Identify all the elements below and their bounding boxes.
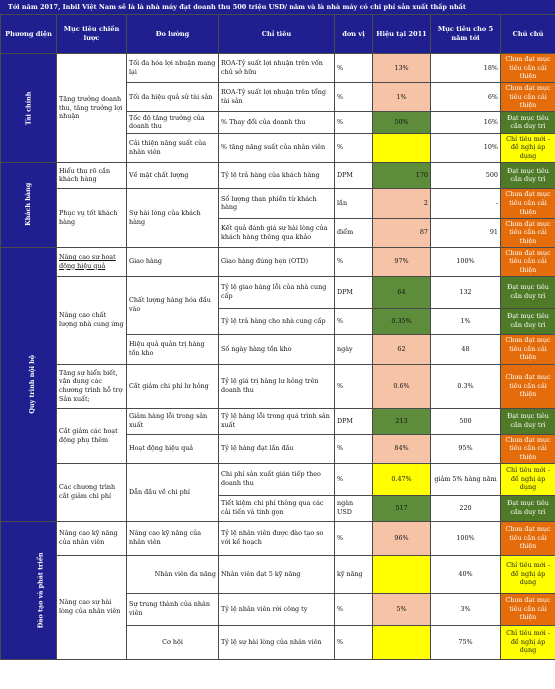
table-row — [1, 364, 555, 408]
table-row — [1, 463, 555, 495]
objective-cell: Nâng cao chất lượng nhà cung ứng — [57, 276, 127, 364]
current-cell: 0.35% — [373, 308, 431, 334]
status-cell: Đạt mục tiêu cần duy trì — [501, 495, 555, 521]
current-cell: 97% — [373, 247, 431, 276]
target-cell: Tỷ lệ trả hàng cho nhà cung cấp — [219, 308, 335, 334]
target-cell: Tỷ lệ nhân viên rời công ty — [219, 593, 335, 625]
unit-cell: % — [335, 625, 373, 659]
status-cell: Chưa đạt mục tiêu cần cải thiện — [501, 218, 555, 247]
header-row — [1, 15, 555, 54]
measure-cell: Chất lượng hàng hóa đầu vào — [127, 276, 219, 334]
unit-cell: % — [335, 593, 373, 625]
target-cell: % Thay đổi của doanh thu — [219, 111, 335, 133]
objective-cell: Phục vụ tốt khách hàng — [57, 188, 127, 247]
table-row — [1, 247, 555, 276]
measure-cell: Hoạt động hiệu quả — [127, 434, 219, 463]
status-cell: Chưa đạt mục tiêu cần cải thiện — [501, 54, 555, 83]
goal-cell: 132 — [431, 276, 501, 308]
objective-cell: Các chương trình cắt giảm chi phí — [57, 463, 127, 521]
status-cell: Chỉ tiêu mới - đề nghị áp dụng — [501, 133, 555, 162]
table-row — [1, 408, 555, 434]
current-cell: 5% — [373, 593, 431, 625]
dimension-customer: Khách hàng — [1, 162, 57, 247]
unit-cell: % — [335, 434, 373, 463]
unit-cell: % — [335, 247, 373, 276]
status-cell: Chưa đạt mục tiêu cần cải thiện — [501, 521, 555, 555]
table-row — [1, 521, 555, 555]
target-cell: Tỷ lệ hàng lỗi trong quá trình sản xuất — [219, 408, 335, 434]
table-row — [1, 188, 555, 218]
status-cell: Chưa đạt mục tiêu cần cải thiện — [501, 82, 555, 111]
unit-cell: % — [335, 364, 373, 408]
unit-cell: điểm — [335, 218, 373, 247]
header-measure: Đo lường — [127, 15, 219, 54]
current-cell: 1% — [373, 82, 431, 111]
measure-cell: Giao hàng — [127, 247, 219, 276]
unit-cell: ngày — [335, 334, 373, 364]
measure-cell: Nâng cao kỹ năng của nhân viên — [127, 521, 219, 555]
current-cell: 13% — [373, 54, 431, 83]
measure-cell: Sự hài lòng của khách hàng — [127, 188, 219, 247]
header-target: Chỉ tiêu — [219, 15, 335, 54]
dimension-learning-growth: Đào tạo và phát triển — [1, 521, 57, 659]
target-cell: Chi phí sản xuất gián tiếp theo doanh thu — [219, 463, 335, 495]
table-row — [1, 54, 555, 83]
objective-cell: Tăng sự hiển biết, vận dụng các chương trình hỗ trợ Sản xuất; — [57, 364, 127, 408]
unit-cell: lần — [335, 188, 373, 218]
objective-cell: Hiểu thu rõ cần khách hàng — [57, 162, 127, 188]
unit-cell: DPM — [335, 408, 373, 434]
unit-cell: ngàn USD — [335, 495, 373, 521]
status-cell: Đạt mục tiêu cần duy trì — [501, 162, 555, 188]
status-cell: Chưa đạt mục tiêu cần cải thiện — [501, 188, 555, 218]
goal-cell: 100% — [431, 521, 501, 555]
current-cell: 87 — [373, 218, 431, 247]
goal-cell: 1% — [431, 308, 501, 334]
header-note: Chú chú — [501, 15, 555, 54]
goal-cell: 0.3% — [431, 364, 501, 408]
goal-cell: 220 — [431, 495, 501, 521]
unit-cell: DPM — [335, 162, 373, 188]
objective-cell: Nâng cao sự hài lòng của nhân viên — [57, 555, 127, 659]
measure-cell: Cắt giảm chi phí lư hỏng — [127, 364, 219, 408]
objective-cell: Nâng cao sự hoạt động hiệu quả — [57, 247, 127, 276]
current-cell: 170 — [373, 162, 431, 188]
measure-cell: Cải thiện năng suất của nhân viên — [127, 133, 219, 162]
dimension-internal-process: Quy trình nội bộ — [1, 247, 57, 521]
target-cell: Số ngày hàng tồn kho — [219, 334, 335, 364]
target-cell: Tỷ lệ hàng đạt lần đầu — [219, 434, 335, 463]
measure-cell: Sự trung thành của nhân viên — [127, 593, 219, 625]
status-cell: Chỉ tiêu mới - đề nghị áp dụng — [501, 463, 555, 495]
goal-cell: 18% — [431, 54, 501, 83]
goal-cell: - — [431, 188, 501, 218]
target-cell: Kết quả đánh giá sự hài lòng của khách hàng thông qua khảo — [219, 218, 335, 247]
measure-cell: Tối đa hiệu quả sử tài sản — [127, 82, 219, 111]
measure-cell: Nhân viên đa năng — [127, 555, 219, 593]
status-cell: Chưa đạt mục tiêu cần cải thiện — [501, 364, 555, 408]
target-cell: Tỷ lệ nhân viên được đào tạo so với kế hoạch — [219, 521, 335, 555]
header-dimension: Phương diện — [1, 15, 57, 54]
page-title: Tới năm 2017, Inbil Việt Nam sẽ là là nhà máy đạt doanh thu 500 triệu USD/ năm và là nhà máy có chi phí sản xuất thấp nhất — [0, 0, 555, 14]
target-cell: Tỷ lệ sự hài lòng của nhân viên — [219, 625, 335, 659]
current-cell — [373, 555, 431, 593]
target-cell: % tăng năng suất của nhân viên — [219, 133, 335, 162]
goal-cell: 95% — [431, 434, 501, 463]
status-cell: Đạt mục tiêu cần duy trì — [501, 408, 555, 434]
current-cell — [373, 133, 431, 162]
target-cell: Nhân viên đạt 5 kỹ năng — [219, 555, 335, 593]
goal-cell: 10% — [431, 133, 501, 162]
target-cell: Tiết kiệm chi phí thông qua các cải tiến và tinh gọn — [219, 495, 335, 521]
target-cell: ROA-Tỷ suất lợi nhuận trên tổng tài sản — [219, 82, 335, 111]
status-cell: Đạt mục tiêu cần duy trì — [501, 111, 555, 133]
target-cell: Số lượng than phiền từ khách hàng — [219, 188, 335, 218]
goal-cell: 40% — [431, 555, 501, 593]
header-unit: đơn vị — [335, 15, 373, 54]
measure-cell: Hiệu quả quản trị hàng tồn kho — [127, 334, 219, 364]
current-cell: 0.47% — [373, 463, 431, 495]
goal-cell: 100% — [431, 247, 501, 276]
target-cell: Tỷ lệ trả hàng của khách hàng — [219, 162, 335, 188]
status-cell: Chưa đạt mục tiêu cần cải thiện — [501, 334, 555, 364]
unit-cell: % — [335, 82, 373, 111]
goal-cell: giảm 5% hàng năm — [431, 463, 501, 495]
current-cell: 0.6% — [373, 364, 431, 408]
goal-cell: 6% — [431, 82, 501, 111]
current-cell: 213 — [373, 408, 431, 434]
header-goal: Mục tiêu cho 5 năm tới — [431, 15, 501, 54]
goal-cell: 48 — [431, 334, 501, 364]
header-current: Hiệu tại 2011 — [373, 15, 431, 54]
measure-cell: Tối đa hóa lợi nhuận mang lại — [127, 54, 219, 83]
current-cell — [373, 625, 431, 659]
goal-cell: 75% — [431, 625, 501, 659]
measure-cell: Giảm hàng lỗi trong sản xuất — [127, 408, 219, 434]
target-cell: ROA-Tỷ suất lợi nhuận trên vốn chủ sở hữu — [219, 54, 335, 83]
dimension-finance: Tài chính — [1, 54, 57, 163]
header-objective: Mục tiêu chiến lược — [57, 15, 127, 54]
unit-cell: % — [335, 521, 373, 555]
current-cell: 96% — [373, 521, 431, 555]
goal-cell: 91 — [431, 218, 501, 247]
unit-cell: % — [335, 463, 373, 495]
goal-cell: 16% — [431, 111, 501, 133]
measure-cell: Dẫn đầu về chi phí — [127, 463, 219, 521]
target-cell: Tỷ lệ giao hàng lỗi của nhà cung cấp — [219, 276, 335, 308]
target-cell: Tỷ lệ giá trị hàng lư hỏng trên doanh thu — [219, 364, 335, 408]
status-cell: Chỉ tiêu mới - đề nghị áp dụng — [501, 625, 555, 659]
balanced-scorecard-table — [0, 14, 555, 660]
status-cell: Đạt mục tiêu cần duy trì — [501, 308, 555, 334]
current-cell: 517 — [373, 495, 431, 521]
status-cell: Chưa đạt mục tiêu cần cải thiện — [501, 593, 555, 625]
unit-cell: kỹ năng — [335, 555, 373, 593]
measure-cell: Cơ hội — [127, 625, 219, 659]
goal-cell: 500 — [431, 408, 501, 434]
table-row — [1, 555, 555, 593]
unit-cell: DPM — [335, 276, 373, 308]
table-row — [1, 162, 555, 188]
target-cell: Giao hàng đúng hẹn (OTD) — [219, 247, 335, 276]
goal-cell: 500 — [431, 162, 501, 188]
current-cell: 64 — [373, 276, 431, 308]
current-cell: 62 — [373, 334, 431, 364]
objective-cell: Tăng trưởng doanh thu, tăng trưởng lợi nhuận — [57, 54, 127, 163]
unit-cell: % — [335, 308, 373, 334]
objective-cell: Nâng cao kỹ năng của nhân viên — [57, 521, 127, 555]
status-cell: Chỉ tiêu mới - đề nghị áp dụng — [501, 555, 555, 593]
status-cell: Đạt mục tiêu cần duy trì — [501, 276, 555, 308]
unit-cell: % — [335, 111, 373, 133]
status-cell: Chưa đạt mục tiêu cần cải thiện — [501, 434, 555, 463]
status-cell: Chưa đạt mục tiêu cần cải thiện — [501, 247, 555, 276]
goal-cell: 3% — [431, 593, 501, 625]
measure-cell: Về mặt chất lượng — [127, 162, 219, 188]
measure-cell: Tốc độ tăng trưởng của doanh thu — [127, 111, 219, 133]
table-row — [1, 276, 555, 308]
current-cell: 50% — [373, 111, 431, 133]
unit-cell: % — [335, 54, 373, 83]
current-cell: 84% — [373, 434, 431, 463]
current-cell: 2 — [373, 188, 431, 218]
unit-cell: % — [335, 133, 373, 162]
objective-cell: Cắt giảm các hoạt động phụ thêm — [57, 408, 127, 463]
